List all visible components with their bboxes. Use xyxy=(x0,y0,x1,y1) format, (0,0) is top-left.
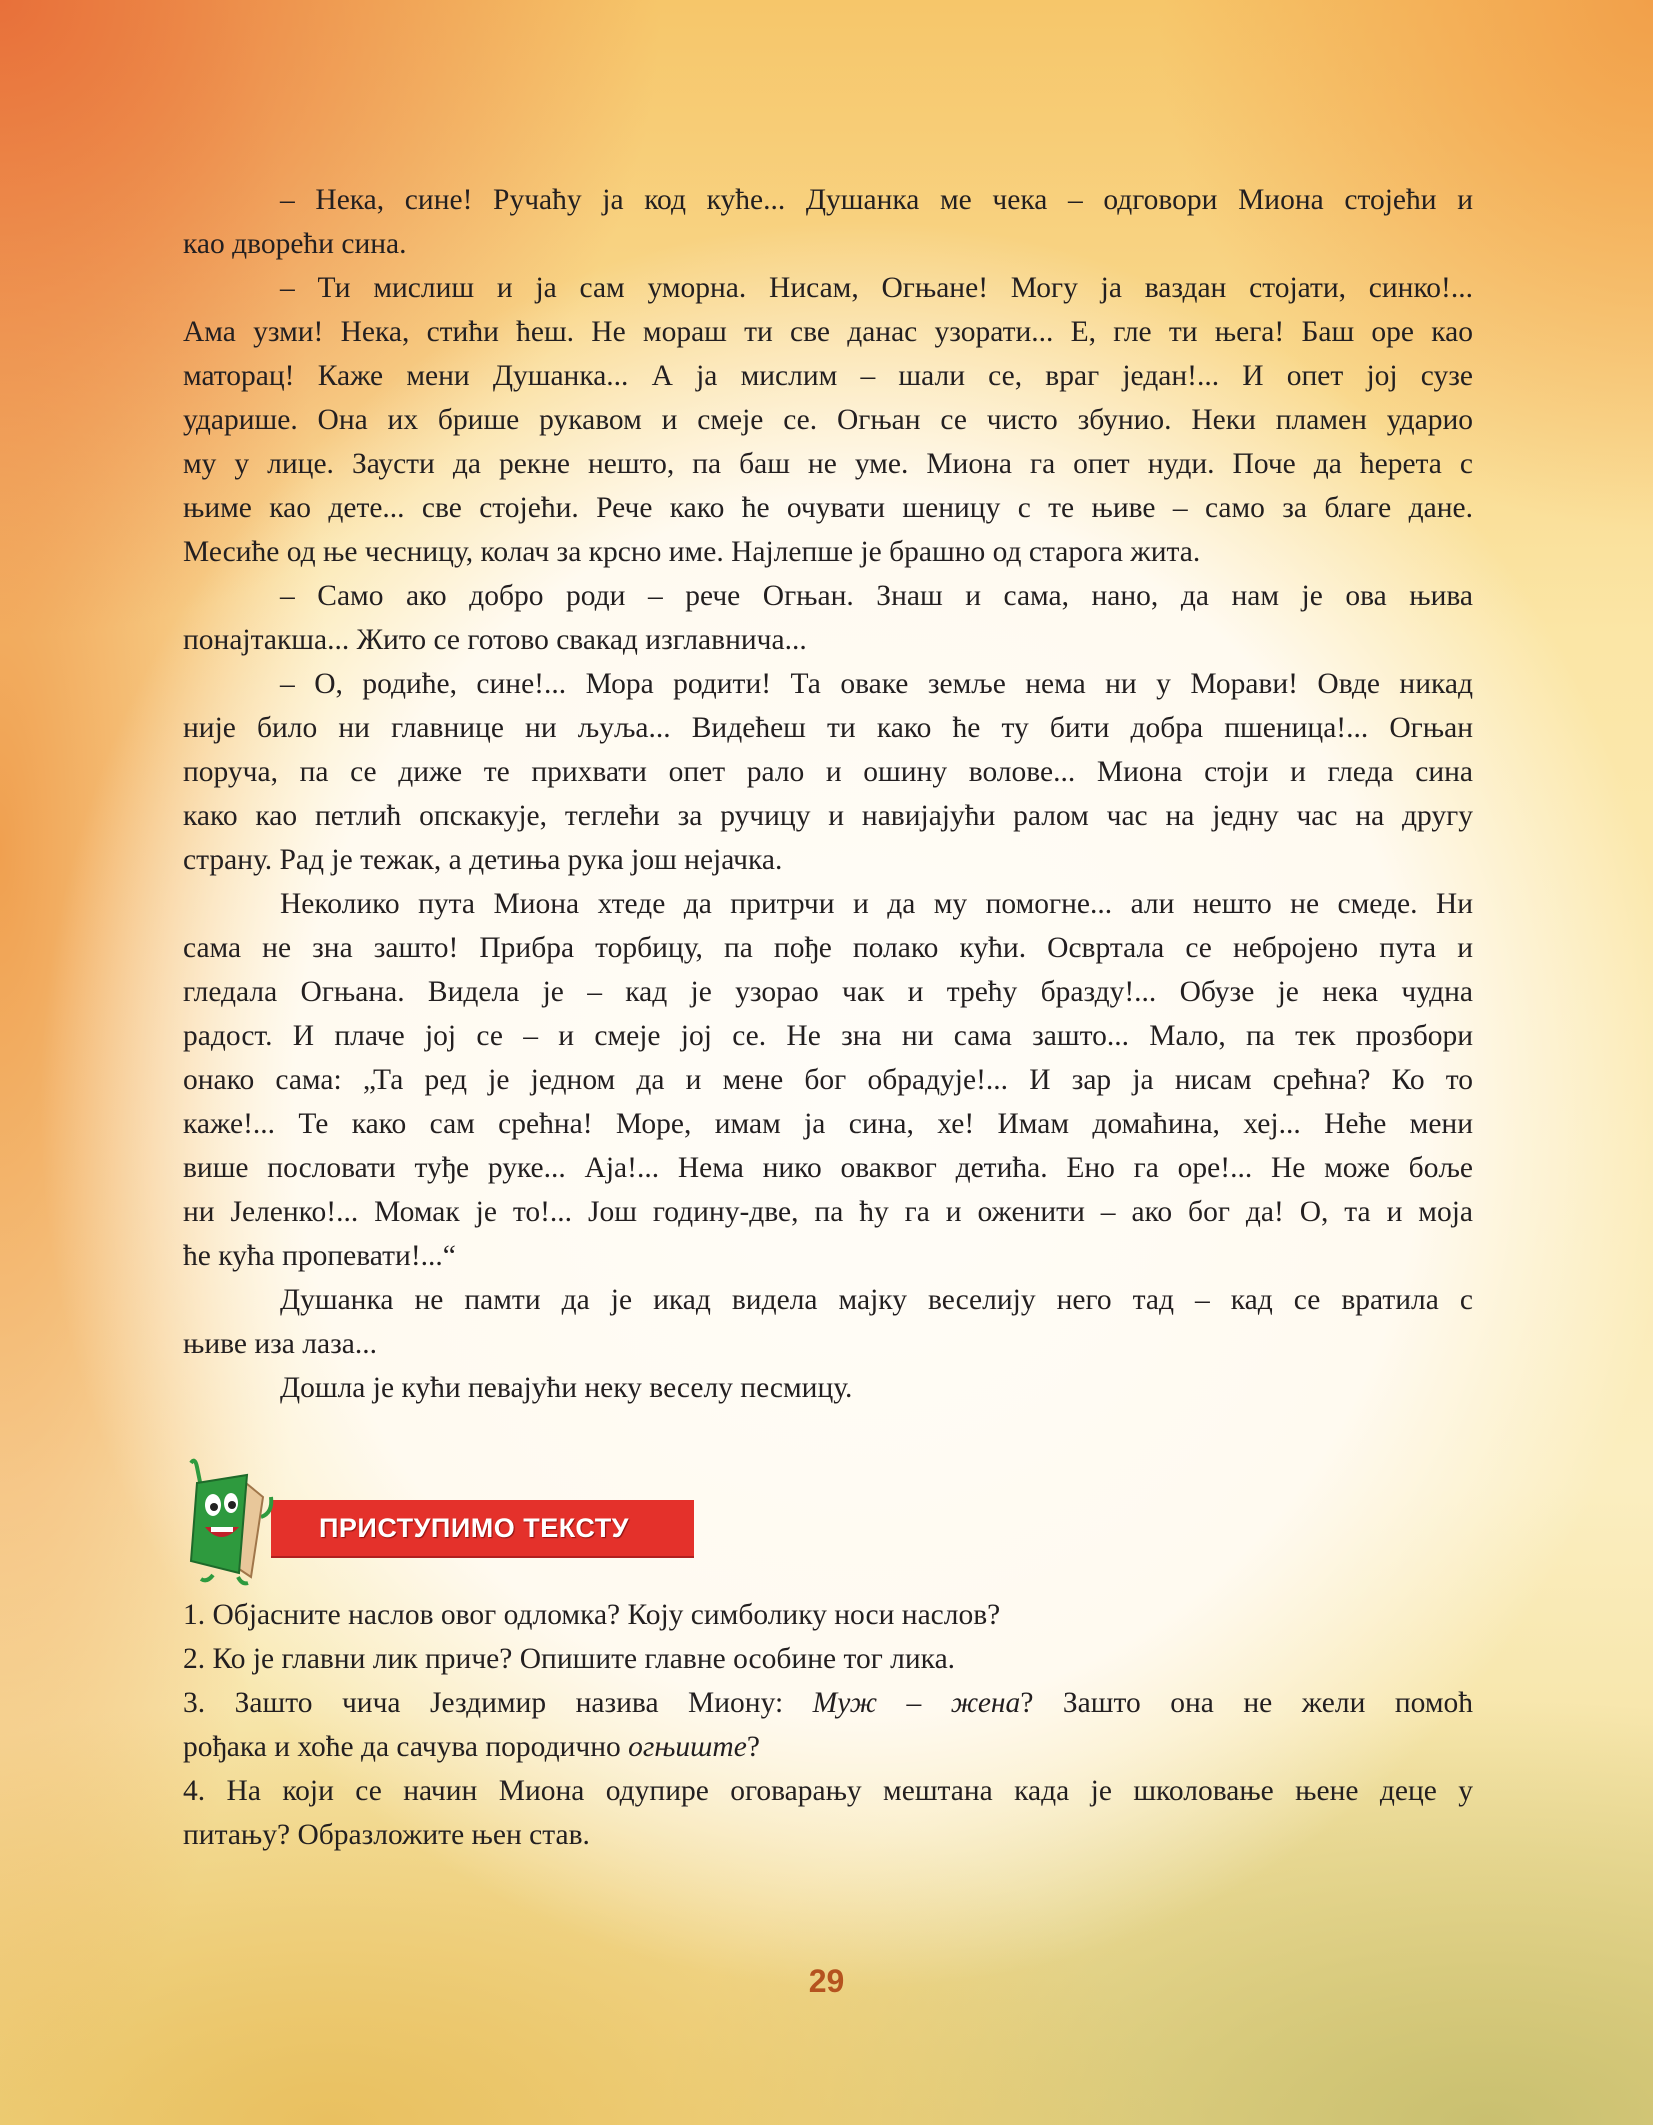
text-line: страну. Рад је тежак, а детиња рука још нејачка. xyxy=(183,844,783,876)
text-line: онако сама: „Та ред је једном да и мене бог обрадује!... И зар ја нисам срећна? Ко то xyxy=(183,1064,1473,1096)
paragraph xyxy=(183,266,1473,574)
text-line: Дошла је кући певајући неку веселу песмицу. xyxy=(280,1372,853,1404)
question-line xyxy=(183,1813,1473,1857)
text-line: радост. И плаче јој се – и смеје јој се. Не зна ни сама зашто... Мало, па тек прозбори xyxy=(183,1020,1473,1052)
paragraph xyxy=(183,1366,1473,1410)
text-line: Неколико пута Миона хтеде да притрчи и да му помогне... али нешто не смеде. Ни xyxy=(280,888,1473,920)
text-line: маторац! Каже мени Душанка... А ја мислим – шали се, враг један!... И опет јој сузе xyxy=(183,360,1473,392)
text-line: није било ни главнице ни љуља... Видећеш ти како ће ту бити добра пшеница!... Огњан xyxy=(183,712,1473,744)
question-line xyxy=(183,1769,1473,1813)
text-line: више пословати туђе руке... Аја!... Нема нико оваквог детића. Ено га оре!... Не може боље xyxy=(183,1152,1473,1184)
question-item xyxy=(183,1681,1473,1769)
text-line: гледала Огњана. Видела је – кад је узорао чак и трећу бразду!... Обузе је нека чудна xyxy=(183,976,1473,1008)
section-banner xyxy=(183,1457,703,1587)
text-line: – О, родиће, сине!... Мора родити! Та оваке земље нема ни у Морави! Овде никад xyxy=(280,668,1473,700)
question-item xyxy=(183,1637,1473,1681)
text-line: ни Јеленко!... Момак је то!... Још годину-две, па ћу га и оженити – ако бог да! О, та и моја xyxy=(183,1196,1473,1228)
paragraph xyxy=(183,574,1473,662)
text-line: сама не зна зашто! Прибра торбицу, па пође полако кући. Освртала се небројено пута и xyxy=(183,932,1473,964)
text-line: каже!... Те како сам срећна! Море, имам ја сина, хе! Имам домаћина, хеј... Неће мени xyxy=(183,1108,1473,1140)
paragraph xyxy=(183,1278,1473,1366)
question-line xyxy=(183,1681,1473,1725)
text-line: – Само ако добро роди – рече Огњан. Знаш и сама, нано, да нам је ова њива xyxy=(280,580,1473,612)
question-item xyxy=(183,1593,1473,1637)
paragraph xyxy=(183,882,1473,1278)
question-text: ? xyxy=(746,1731,760,1763)
question-text: 1. Објасните наслов овог одломка? Коју симболику носи наслов? xyxy=(183,1599,1001,1631)
question-line xyxy=(183,1593,1473,1637)
book-mascot-icon xyxy=(183,1457,283,1587)
story-text xyxy=(183,178,1473,1410)
text-line: како као петлић опскакује, теглећи за ручицу и навијајући ралом час на једну час на другу xyxy=(183,800,1473,832)
text-line: му у лице. Заусти да рекне нешто, па баш не уме. Миона га опет нуди. Поче да ћерета с xyxy=(183,448,1473,480)
question-item xyxy=(183,1769,1473,1857)
question-text: 4. На који се начин Миона одупире оговарању мештана када је школовање њене деце у xyxy=(183,1775,1473,1807)
text-line: понајтакша... Жито се готово свакад изглавнича... xyxy=(183,624,807,656)
question-text: 2. Ко је главни лик приче? Опишите главне особине тог лика. xyxy=(183,1643,956,1675)
text-line: – Нека, сине! Ручаћу ја код куће... Душанка ме чека – одговори Миона стојећи и xyxy=(280,184,1473,216)
page-number: 29 xyxy=(808,1963,845,1999)
paragraph xyxy=(183,662,1473,882)
paragraph xyxy=(183,178,1473,266)
text-line: Месиће од ње чесницу, колач за крсно име. Најлепше је брашно од старога жита. xyxy=(183,536,1201,568)
italic-term: Муж – жена xyxy=(812,1687,1021,1719)
text-line: њиме као дете... све стојећи. Рече како ће очувати шеницу с те њиве – само за благе дане. xyxy=(183,492,1473,524)
text-line: као дворећи сина. xyxy=(183,228,407,260)
question-text: питању? Образложите њен став. xyxy=(183,1819,590,1851)
text-line: поруча, па се диже те прихвати опет рало и ошину волове... Миона стоји и гледа сина xyxy=(183,756,1473,788)
question-line xyxy=(183,1637,1473,1681)
text-line: Ама узми! Нека, стићи ћеш. Не мораш ти све данас узорати... Е, гле ти њега! Баш оре као xyxy=(183,316,1473,348)
text-line: – Ти мислиш и ја сам уморна. Нисам, Огњане! Могу ја ваздан стојати, синко!... xyxy=(280,272,1473,304)
text-line: ударише. Она их брише рукавом и смеје се. Огњан се чисто збунио. Неки пламен ударио xyxy=(183,404,1473,436)
text-line: Душанка не памти да је икад видела мајку веселију него тад – кад се вратила с xyxy=(280,1284,1473,1316)
question-text: рођака и хоће да сачува породично xyxy=(183,1731,629,1763)
banner-label: ПРИСТУПИМО ТЕКСТУ xyxy=(319,1513,629,1543)
text-line: њиве иза лаза... xyxy=(183,1328,377,1360)
question-text: ? Зашто она не жели помоћ xyxy=(1020,1687,1474,1719)
question-text: 3. Зашто чича Јездимир назива Миону: xyxy=(183,1687,813,1719)
text-line: ће кућа пропевати!...“ xyxy=(183,1240,456,1272)
question-line xyxy=(183,1725,1473,1769)
italic-term: огњиште xyxy=(628,1731,747,1763)
questions-list xyxy=(183,1593,1473,1857)
